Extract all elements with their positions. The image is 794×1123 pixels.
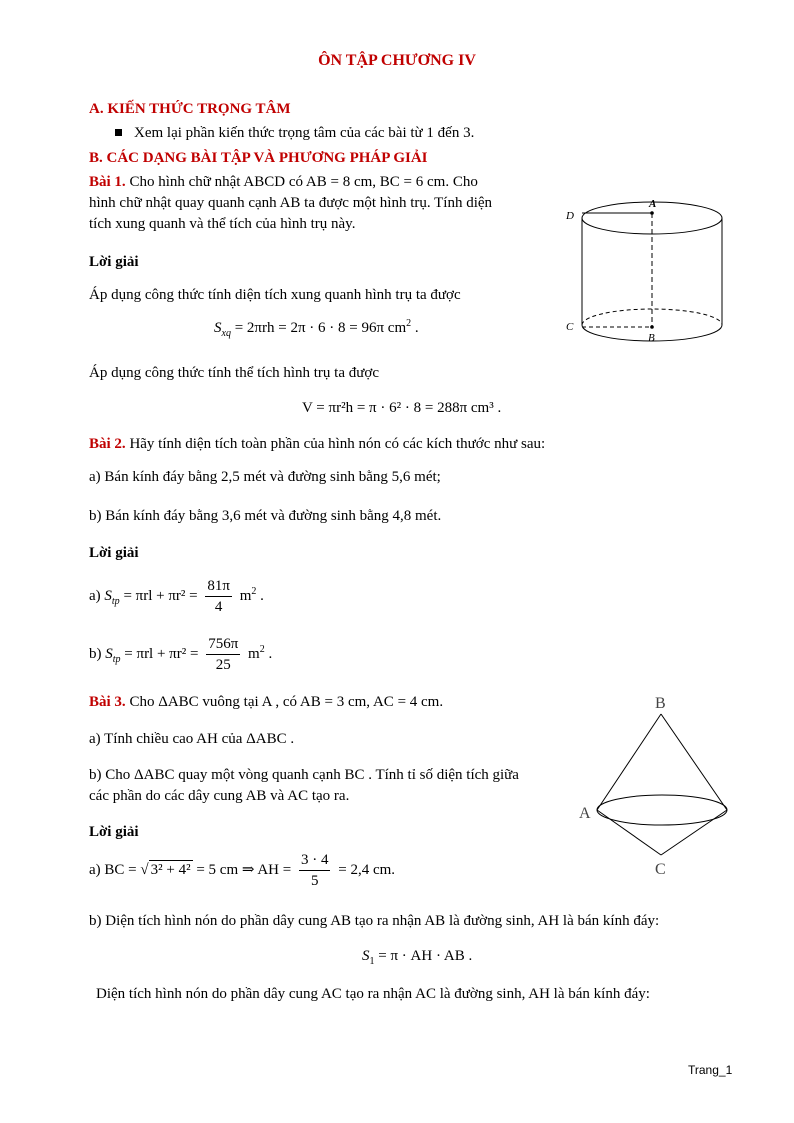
bullet-text: Xem lại phần kiến thức trọng tâm của các bài từ 1 đến 3. xyxy=(134,125,475,141)
bai3-part-b: b) Cho ΔABC quay một vòng quanh cạnh BC . Tính tỉ số diện tích giữa các phần do các dây cung AB và AC tạo ra. xyxy=(89,767,519,804)
page-number: Trang_1 xyxy=(688,1063,733,1077)
bai2-sol-b-numerator: 756π xyxy=(206,634,240,655)
bai1-solution-label: Lời giải xyxy=(89,254,139,270)
bai3-solution-b: b) Diện tích hình nón do phần dây cung AB tạo ra nhận AB là đường sinh, AH là bán kính đáy: xyxy=(89,913,660,929)
bai1-formula1: $S_{xq} = 2\pi rh = 2\pi \cdot 6 \cdot 8 = 96\pi$ $cm^2$ . xyxy=(214,318,419,339)
bai2-part-a: a) Bán kính đáy bằng 2,5 mét và đường sinh bằng 5,6 mét; xyxy=(89,469,441,485)
bai1-text2: Áp dụng công thức tính thể tích hình trụ ta được xyxy=(89,365,379,381)
bai3-formula-s1: $S_1 = \pi$ · AH · AB . xyxy=(362,948,473,967)
bai2-solution-a: a) $S_{tp} = \pi rl + \pi r^2$ = $\frac{81\pi}{4}$ $m^2$ . xyxy=(89,578,264,615)
bai1-formula1-body: = 2πrh = 2π · 6 · 8 = 96π cm xyxy=(234,320,407,336)
bai1-formula2: V = πr²h = π · 6² · 8 = 288π cm³ . xyxy=(302,400,502,416)
cylinder-figure xyxy=(560,185,735,360)
page-title: ÔN TẬP CHƯƠNG IV xyxy=(318,52,476,69)
bai3-solution-a: a) BC = √ 3² + 4² = 5 cm ⇒ AH = $\frac{3 \cdot 4}{5}$ = 2,4 cm. xyxy=(89,852,396,889)
bai2-sol-b-denominator: 25 xyxy=(215,657,231,673)
cyl-label-a: A xyxy=(649,198,657,210)
bullet-icon xyxy=(115,129,122,136)
cone-label-a: A xyxy=(579,805,591,822)
bai1-label: Bài 1. xyxy=(89,174,126,190)
cyl-label-d: D xyxy=(566,210,574,222)
bai1-line2: hình chữ nhật quay quanh cạnh AB ta được một hình trụ. Tính diện xyxy=(89,195,493,211)
bai3-part-a: a) Tính chiều cao AH của ΔABC . xyxy=(89,731,295,747)
bai2-sol-a-denominator: 4 xyxy=(214,599,223,615)
bai2-intro: Bài 2. Hãy tính diện tích toàn phần của hình nón có các kích thước như sau: xyxy=(89,436,546,452)
bai2-label: Bài 2. xyxy=(89,436,126,452)
double-cone-figure xyxy=(575,692,750,887)
section-a-bullet xyxy=(115,123,474,144)
bai1-problem xyxy=(89,172,549,235)
bai3-intro: Bài 3. Cho ΔABC vuông tại A , có AB = 3 cm, AC = 4 cm. xyxy=(89,694,444,710)
bai1-line1: Cho hình chữ nhật ABCD có AB = 8 cm, BC = 6 cm. Cho xyxy=(129,174,478,190)
cone-label-c: C xyxy=(655,861,666,878)
bai3-label: Bài 3. xyxy=(89,694,126,710)
bai2-part-b: b) Bán kính đáy bằng 3,6 mét và đường sinh bằng 4,8 mét. xyxy=(89,508,442,524)
bai1-line3: tích xung quanh và thể tích của hình trụ này. xyxy=(89,216,356,232)
bai3-solution-label: Lời giải xyxy=(89,824,139,840)
cyl-label-c: C xyxy=(566,321,574,333)
bai2-solution-b: b) $S_{tp} = \pi rl + \pi r^2$ = $\frac{756\pi}{25}$ $m^2$ . xyxy=(89,636,273,673)
bai2-solution-label: Lời giải xyxy=(89,545,139,561)
bai3-solution-c: Diện tích hình nón do phần dây cung AC tạo ra nhận AC là đường sinh, AH là bán kính đáy: xyxy=(96,986,650,1002)
bai2-sol-a-numerator: 81π xyxy=(205,576,232,597)
bai3-sqrt: 3² + 4² xyxy=(150,861,191,878)
cone-label-b: B xyxy=(655,695,666,712)
bai1-text1: Áp dụng công thức tính diện tích xung quanh hình trụ ta được xyxy=(89,287,461,303)
cyl-label-b: B xyxy=(648,332,655,344)
section-b-heading: B. CÁC DẠNG BÀI TẬP VÀ PHƯƠNG PHÁP GIẢI xyxy=(89,150,428,166)
section-a-heading: A. KIẾN THỨC TRỌNG TÂM xyxy=(89,101,291,117)
